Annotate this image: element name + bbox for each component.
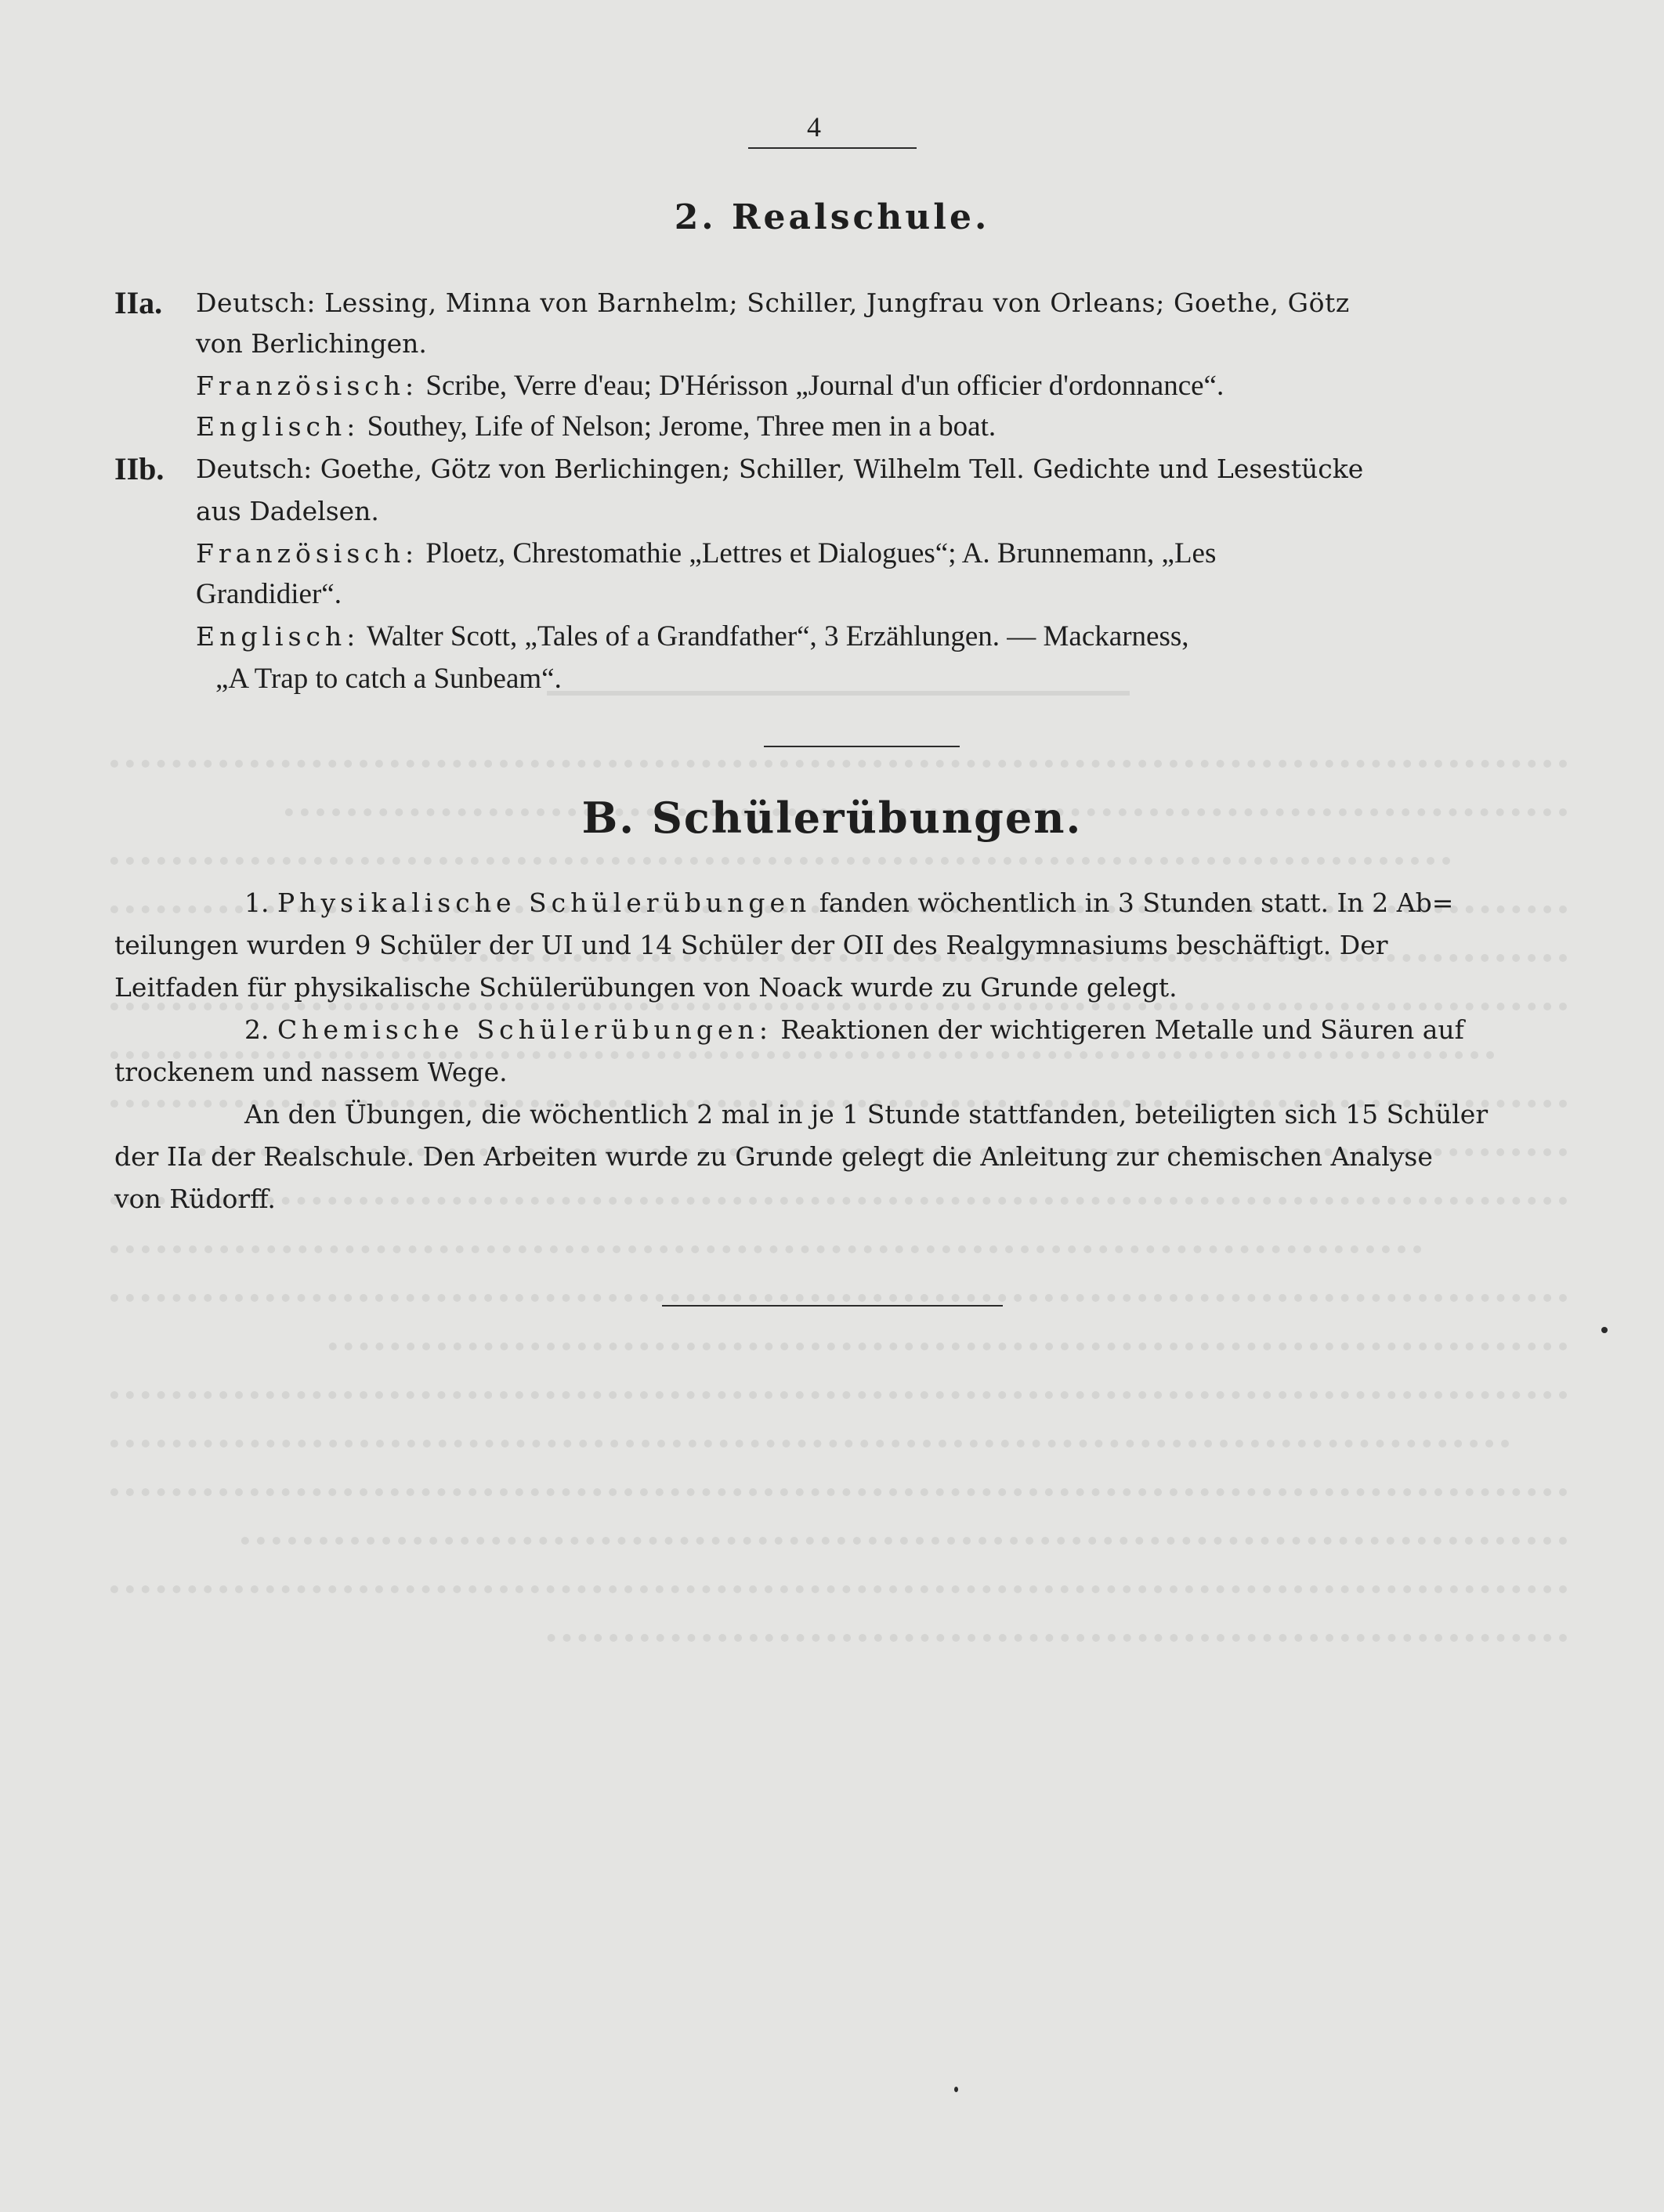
iia-deutsch-line-1: Deutsch: Lessing, Minna von Barnhelm; Schiller, Jungfrau von Orleans; Goethe, Götz — [196, 287, 1350, 318]
iib-franzoesisch-subject: Französisch: — [196, 538, 419, 569]
physik-line-2: teilungen wurden 9 Schüler der UI und 14 Schüler der OII des Realgymnasiums beschäftigt. Der — [114, 930, 1388, 960]
iia-englisch-line — [196, 409, 996, 445]
chemie-title: Chemische Schülerübungen: — [277, 1014, 772, 1045]
ink-speck — [954, 2087, 958, 2092]
iia-deutsch-line-2: von Berlichingen. — [196, 328, 427, 359]
page-number-rule — [748, 147, 917, 149]
physik-number: 1. — [244, 887, 269, 918]
realschule-heading: 2. Realschule. — [674, 197, 990, 237]
closing-rule — [662, 1305, 1003, 1307]
ink-speck — [1601, 1327, 1608, 1333]
uebungen-line-1: An den Übungen, die wöchentlich 2 mal in je 1 Stunde stattfanden, beteiligten sich 15 Schüler — [244, 1099, 1489, 1129]
chemie-number: 2. — [244, 1014, 269, 1045]
iia-englisch-text: Southey, Life of Nelson; Jerome, Three men in a boat. — [360, 410, 997, 443]
iib-englisch-line-1 — [196, 619, 1189, 655]
iib-englisch-text-1: Walter Scott, „Tales of a Grandfather“, 3 Erzählungen. — Mackarness, — [360, 620, 1189, 652]
iib-deutsch-line-1: Deutsch: Goethe, Götz von Berlichingen; Schiller, Wilhelm Tell. Gedichte und Lesestücke — [196, 454, 1364, 484]
iia-englisch-subject: Englisch: — [196, 411, 360, 442]
iib-englisch-subject: Englisch: — [196, 621, 360, 652]
class-label-iib: IIb. — [114, 451, 165, 486]
physik-line-1-rest: fanden wöchentlich in 3 Stunden statt. In 2 Ab= — [811, 887, 1454, 918]
iia-franzoesisch-line — [196, 368, 1224, 404]
chemie-line-1 — [244, 1012, 1464, 1048]
iib-franzoesisch-line-1 — [196, 536, 1216, 572]
uebungen-line-3: von Rüdorff. — [114, 1184, 276, 1214]
uebungen-line-2: der IIa der Realschule. Den Arbeiten wurde zu Grunde gelegt die Anleitung zur chemischen Analyse — [114, 1141, 1433, 1172]
iib-deutsch-line-2: aus Dadelsen. — [196, 496, 379, 526]
iib-franzoesisch-line-2: Grandidier“. — [196, 578, 342, 610]
schueleruebungen-heading: B. Schülerübungen. — [581, 793, 1083, 843]
iib-franzoesisch-text-1: Ploetz, Chrestomathie „Lettres et Dialogues“; A. Brunnemann, „Les — [418, 537, 1217, 569]
iib-englisch-line-2: „A Trap to catch a Sunbeam“. — [215, 663, 562, 695]
section-divider-rule — [764, 746, 960, 747]
physik-title: Physikalische Schülerübungen — [277, 887, 812, 918]
physik-line-1 — [244, 885, 1453, 921]
iia-franzoesisch-text: Scribe, Verre d'eau; D'Hérisson „Journal d'un officier d'ordonnance“. — [418, 370, 1224, 402]
show-through-texture — [110, 650, 1567, 2107]
chemie-line-1-rest: Reaktionen der wichtigeren Metalle und Säuren auf — [772, 1014, 1464, 1045]
chemie-line-2: trockenem und nassem Wege. — [114, 1057, 508, 1087]
class-label-iia: IIa. — [114, 285, 163, 320]
page-number: 4 — [807, 111, 821, 143]
physik-line-3: Leitfaden für physikalische Schülerübungen von Noack wurde zu Grunde gelegt. — [114, 972, 1177, 1003]
iia-franzoesisch-subject: Französisch: — [196, 370, 419, 401]
